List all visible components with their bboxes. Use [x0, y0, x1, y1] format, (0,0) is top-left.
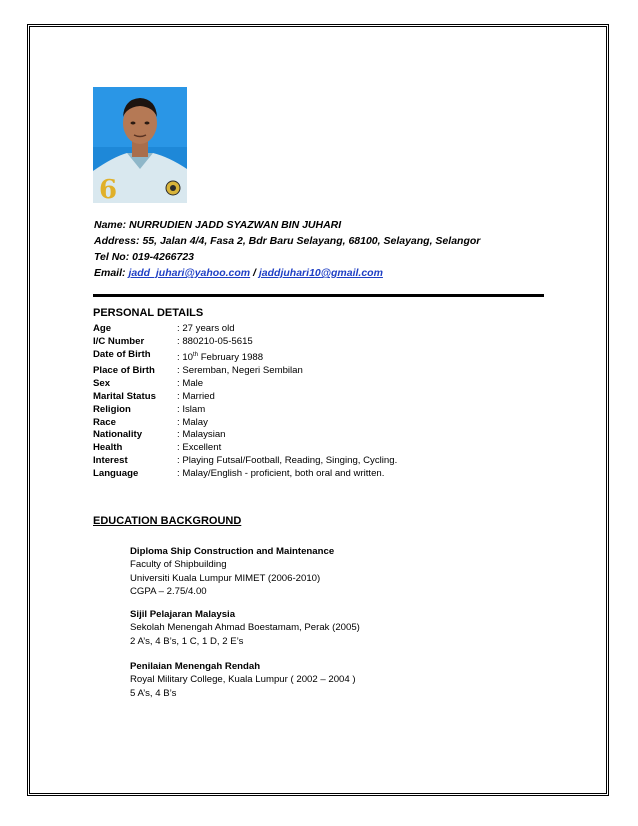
education-heading: Sijil Pelajaran Malaysia — [130, 609, 236, 620]
personal-value-suffix: February 1988 — [198, 352, 264, 363]
personal-label: Date of Birth — [93, 348, 151, 360]
personal-label: Race — [93, 416, 116, 428]
personal-value — [177, 349, 397, 365]
personal-label: Religion — [93, 403, 131, 415]
jersey-number: 6 — [99, 175, 118, 203]
header-divider — [93, 294, 544, 297]
personal-row — [93, 349, 397, 365]
personal-label: Place of Birth — [93, 364, 155, 376]
address-line — [94, 233, 480, 249]
personal-label: Health — [93, 442, 123, 454]
personal-value: : Playing Futsal/Football, Reading, Singing, Cycling. — [177, 455, 398, 467]
personal-value: : 27 years old — [177, 323, 235, 334]
name-line — [94, 217, 480, 233]
personal-row — [93, 391, 397, 404]
address-value: 55, Jalan 4/4, Fasa 2, Bdr Baru Selayang, 68100, Selayang, Selangor — [142, 235, 481, 247]
personal-row — [93, 323, 397, 336]
personal-value: : 880210-05-5615 — [177, 335, 253, 347]
education-line: Universiti Kuala Lumpur MIMET (2006-2010) — [130, 572, 321, 584]
education-line: Sekolah Menengah Ahmad Boestamam, Perak (2005) — [130, 622, 360, 634]
education-line: CGPA – 2.75/4.00 — [130, 586, 207, 598]
email-separator: / — [253, 267, 256, 279]
personal-value: : Islam — [177, 403, 206, 415]
education-heading: Penilaian Menengah Rendah — [130, 661, 261, 672]
personal-value: : Malaysian — [177, 429, 226, 441]
personal-value: : Seremban, Negeri Sembilan — [177, 364, 303, 376]
education-line: Royal Military College, Kuala Lumpur ( 2002 – 2004 ) — [130, 674, 356, 686]
name-value: NURRUDIEN JADD SYAZWAN BIN JUHARI — [129, 219, 342, 231]
personal-row — [93, 378, 397, 391]
personal-label: Age — [93, 323, 112, 334]
address-label: Address: — [94, 235, 140, 247]
personal-row — [93, 336, 397, 349]
personal-label: Interest — [93, 455, 128, 467]
email-label: Email: — [94, 267, 126, 279]
personal-row — [93, 417, 397, 430]
education-entry — [130, 660, 356, 700]
personal-row — [93, 429, 397, 442]
email-line — [94, 265, 480, 281]
email-secondary-link[interactable]: jaddjuhari10@gmail.com — [258, 267, 383, 279]
personal-details-table — [93, 323, 397, 481]
personal-value-sup: th — [193, 351, 199, 358]
personal-label: Nationality — [93, 429, 143, 441]
contact-block — [94, 217, 480, 281]
personal-label: Language — [93, 468, 139, 480]
personal-value: : Married — [177, 390, 215, 402]
personal-details-title: PERSONAL DETAILS — [93, 307, 204, 319]
tel-value: 019-4266723 — [132, 251, 195, 263]
personal-row — [93, 404, 397, 417]
personal-value: : Male — [177, 377, 204, 389]
personal-label: Sex — [93, 377, 111, 389]
personal-row — [93, 365, 397, 378]
personal-value: : Excellent — [177, 442, 222, 454]
name-label: Name: — [94, 219, 127, 231]
personal-row — [93, 455, 397, 468]
tel-line — [94, 249, 480, 265]
personal-row — [93, 442, 397, 455]
personal-value: : Malay — [177, 416, 208, 428]
tel-label: Tel No: — [94, 251, 130, 263]
education-title: EDUCATION BACKGROUND — [93, 515, 242, 527]
personal-value: : Malay/English - proficient, both oral and written. — [177, 468, 385, 480]
personal-label: Marital Status — [93, 390, 156, 402]
personal-row — [93, 468, 397, 481]
education-line: 5 A’s, 4 B’s — [130, 687, 177, 699]
education-line: 2 A’s, 4 B’s, 1 C, 1 D, 2 E’s — [130, 635, 244, 647]
email-primary-link[interactable]: jadd_juhari@yahoo.com — [128, 267, 251, 279]
education-line: Faculty of Shipbuilding — [130, 559, 227, 571]
personal-label: I/C Number — [93, 335, 145, 347]
education-entry — [130, 608, 360, 648]
education-entry — [130, 545, 334, 599]
education-heading: Diploma Ship Construction and Maintenance — [130, 546, 335, 557]
personal-value-prefix: : 10 — [177, 352, 194, 363]
profile-photo — [93, 87, 187, 203]
